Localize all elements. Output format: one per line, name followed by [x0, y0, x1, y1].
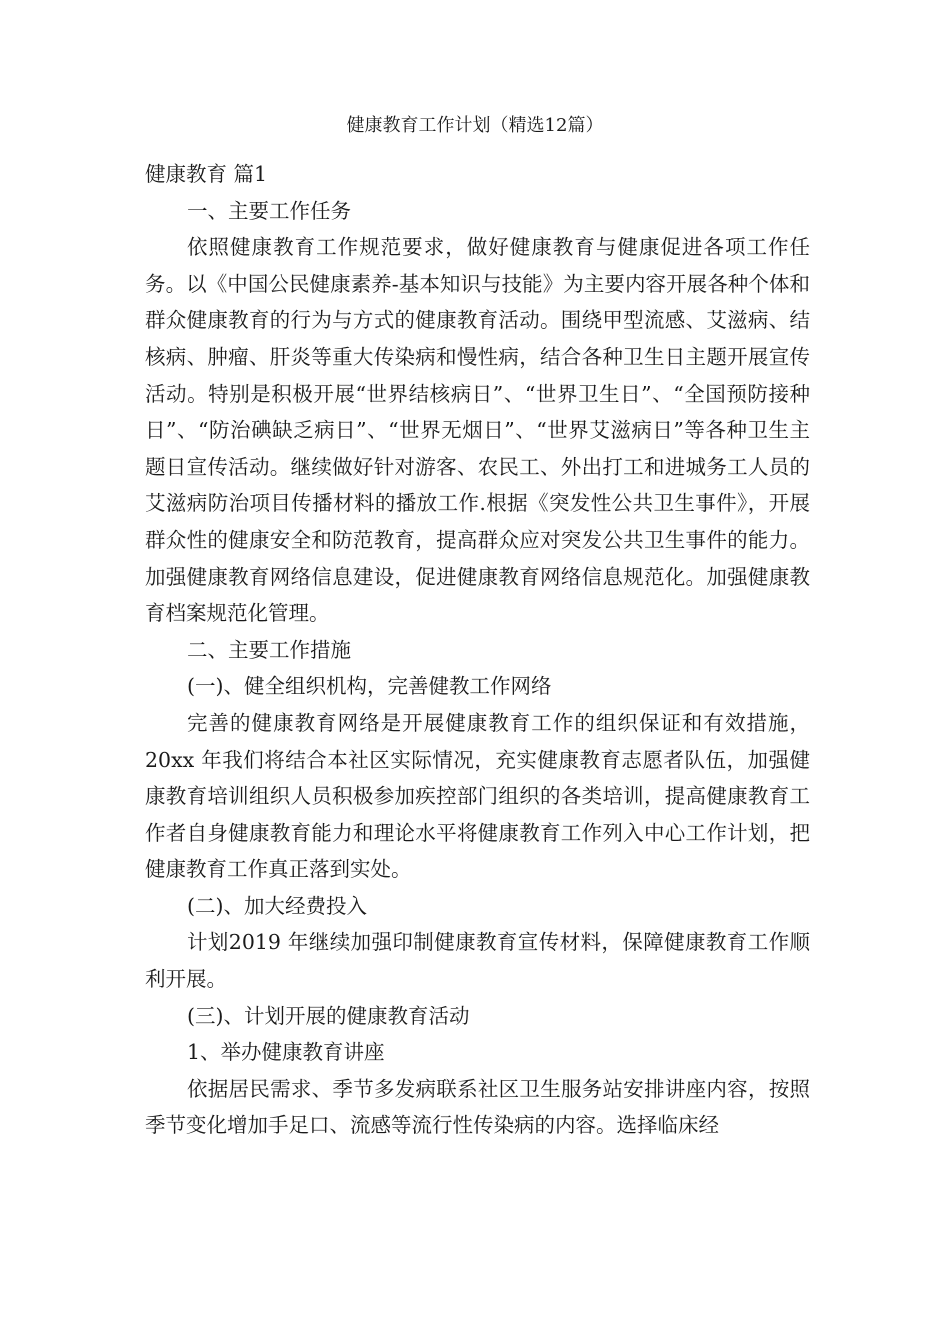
- paragraph: 计划2019 年继续加强印制健康教育宣传材料，保障健康教育工作顺利开展。: [145, 930, 810, 992]
- document-body: [145, 156, 810, 1144]
- paragraph: 完善的健康教育网络是开展健康教育工作的组织保证和有效措施，20xx 年我们将结合本社区实际情况，充实健康教育志愿者队伍，加强健康教育培训组织人员积极参加疾控部门组织的各类培训，提高健康教育工作者自身健康教育能力和理论水平将健康教育工作列入中心工作计划，把健康教育工作真正落到实处。: [145, 710, 810, 882]
- subsection-heading: 一、主要工作任务: [187, 198, 351, 223]
- document-title: 健康教育工作计划（精选12篇）: [346, 115, 604, 136]
- subsection-heading: (一)、健全组织机构，完善健教工作网络: [187, 674, 552, 699]
- section-heading: 健康教育 篇1: [145, 162, 268, 186]
- paragraph: 依据居民需求、季节多发病联系社区卫生服务站安排讲座内容，按照季节变化增加手足口、流感等流行性传染病的内容。选择临床经: [145, 1076, 810, 1138]
- subsection-heading: 二、主要工作措施: [187, 637, 351, 662]
- paragraph: 依照健康教育工作规范要求，做好健康教育与健康促进各项工作任务。以《中国公民健康素养-基本知识与技能》为主要内容开展各种个体和群众健康教育的行为与方式的健康教育活动。围绕甲型流感、艾滋病、结核病、肿瘤、肝炎等重大传染病和慢性病，结合各种卫生日主题开展宣传活动。特别是积极开展“世界结核病日”、“世界卫生日”、“全国预防接种日”、“防治碘缺乏病日”、“世界无烟日”、“世界艾滋病日”等各种卫生主题日宣传活动。继续做好针对游客、农民工、外出打工和进城务工人员的艾滋病防治项目传播材料的播放工作.根据《突发性公共卫生事件》，开展群众性的健康安全和防范教育，提高群众应对突发公共卫生事件的能力。加强健康教育网络信息建设，促进健康教育网络信息规范化。加强健康教育档案规范化管理。: [145, 235, 810, 626]
- subsection-heading: (三)、计划开展的健康教育活动: [187, 1003, 470, 1028]
- subsection-heading: 1、举办健康教育讲座: [187, 1040, 385, 1065]
- subsection-heading: (二)、加大经费投入: [187, 893, 367, 918]
